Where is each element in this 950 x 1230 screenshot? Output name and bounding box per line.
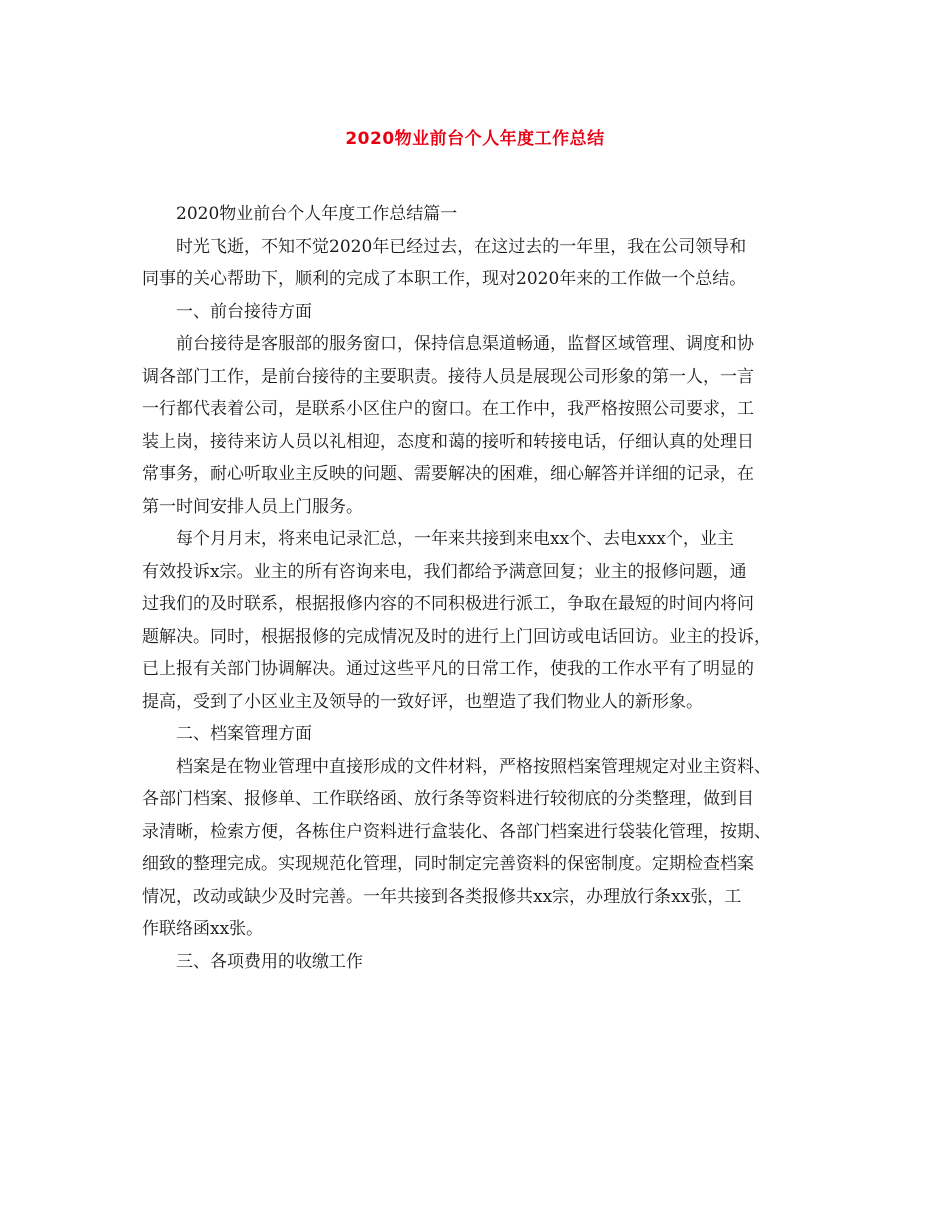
paragraph-line: 有效投诉x宗。业主的所有咨询来电，我们都给予满意回复；业主的报修问题，通 bbox=[142, 561, 747, 582]
paragraph-line: 2020物业前台个人年度工作总结篇一 bbox=[176, 204, 458, 224]
paragraph-line: 提高，受到了小区业主及领导的一致好评，也塑造了我们物业人的新形象。 bbox=[142, 691, 703, 712]
paragraph-line: 三、各项费用的收缴工作 bbox=[176, 951, 363, 972]
paragraph-line: 一行都代表着公司，是联系小区住户的窗口。在工作中，我严格按照公司要求，工 bbox=[142, 399, 754, 419]
paragraph-line: 时光飞逝，不知不觉2020年已经过去，在这过去的一年里，我在公司领导和 bbox=[176, 236, 747, 257]
paragraph-reception bbox=[142, 328, 832, 523]
paragraph-line: 同事的关心帮助下，顺利的完成了本职工作，现对2020年来的工作做一个总结。 bbox=[142, 269, 747, 289]
paragraph-line: 题解决。同时，根据报修的完成情况及时的进行上门回访或电话回访。业主的投诉， bbox=[142, 626, 771, 647]
paragraph-line: 档案是在物业管理中直接形成的文件材料，严格按照档案管理规定对业主资料、 bbox=[176, 756, 771, 777]
paragraph-line: 已上报有关部门协调解决。通过这些平凡的日常工作，使我的工作水平有了明显的 bbox=[142, 659, 754, 679]
paragraph-line: 前台接待是客服部的服务窗口，保持信息渠道畅通，监督区域管理、调度和协 bbox=[176, 334, 754, 354]
paragraph-heading-archives bbox=[142, 718, 832, 751]
document-title: 2020物业前台个人年度工作总结 bbox=[345, 129, 605, 149]
paragraph-line: 录清晰，检索方便，各栋住户资料进行盒装化、各部门档案进行袋装化管理，按期、 bbox=[142, 821, 771, 842]
paragraph-heading-reception bbox=[142, 296, 832, 329]
paragraph-line: 作联络函xx张。 bbox=[142, 919, 264, 939]
paragraph-line: 装上岗，接待来访人员以礼相迎，态度和蔼的接听和转接电话，仔细认真的处理日 bbox=[142, 431, 754, 452]
paragraph-line: 调各部门工作，是前台接待的主要职责。接待人员是展现公司形象的第一人，一言 bbox=[142, 366, 754, 387]
paragraph-line: 过我们的及时联系，根据报修内容的不同积极进行派工，争取在最短的时间内将问 bbox=[142, 594, 754, 614]
paragraph-line: 一、前台接待方面 bbox=[176, 301, 312, 322]
paragraph-line: 情况，改动或缺少及时完善。一年共接到各类报修共xx宗，办理放行条xx张，工 bbox=[142, 886, 742, 907]
document-body bbox=[142, 198, 832, 978]
paragraph-line: 每个月月末，将来电记录汇总，一年来共接到来电xx个、去电xxx个，业主 bbox=[176, 529, 734, 549]
paragraph-archives bbox=[142, 751, 832, 946]
paragraph-line: 各部门档案、报修单、工作联络函、放行条等资料进行较彻底的分类整理，做到目 bbox=[142, 789, 754, 809]
paragraph-intro bbox=[142, 231, 832, 296]
paragraph-monthly-summary bbox=[142, 523, 832, 718]
paragraph-heading-fees bbox=[142, 946, 832, 979]
paragraph-line: 第一时间安排人员上门服务。 bbox=[142, 496, 363, 517]
paragraph-line: 常事务，耐心听取业主反映的问题、需要解决的困难，细心解答并详细的记录，在 bbox=[142, 464, 754, 484]
paragraph-section-heading bbox=[142, 198, 832, 231]
paragraph-line: 细致的整理完成。实现规范化管理，同时制定完善资料的保密制度。定期检查档案 bbox=[142, 854, 754, 874]
paragraph-line: 二、档案管理方面 bbox=[176, 724, 312, 744]
